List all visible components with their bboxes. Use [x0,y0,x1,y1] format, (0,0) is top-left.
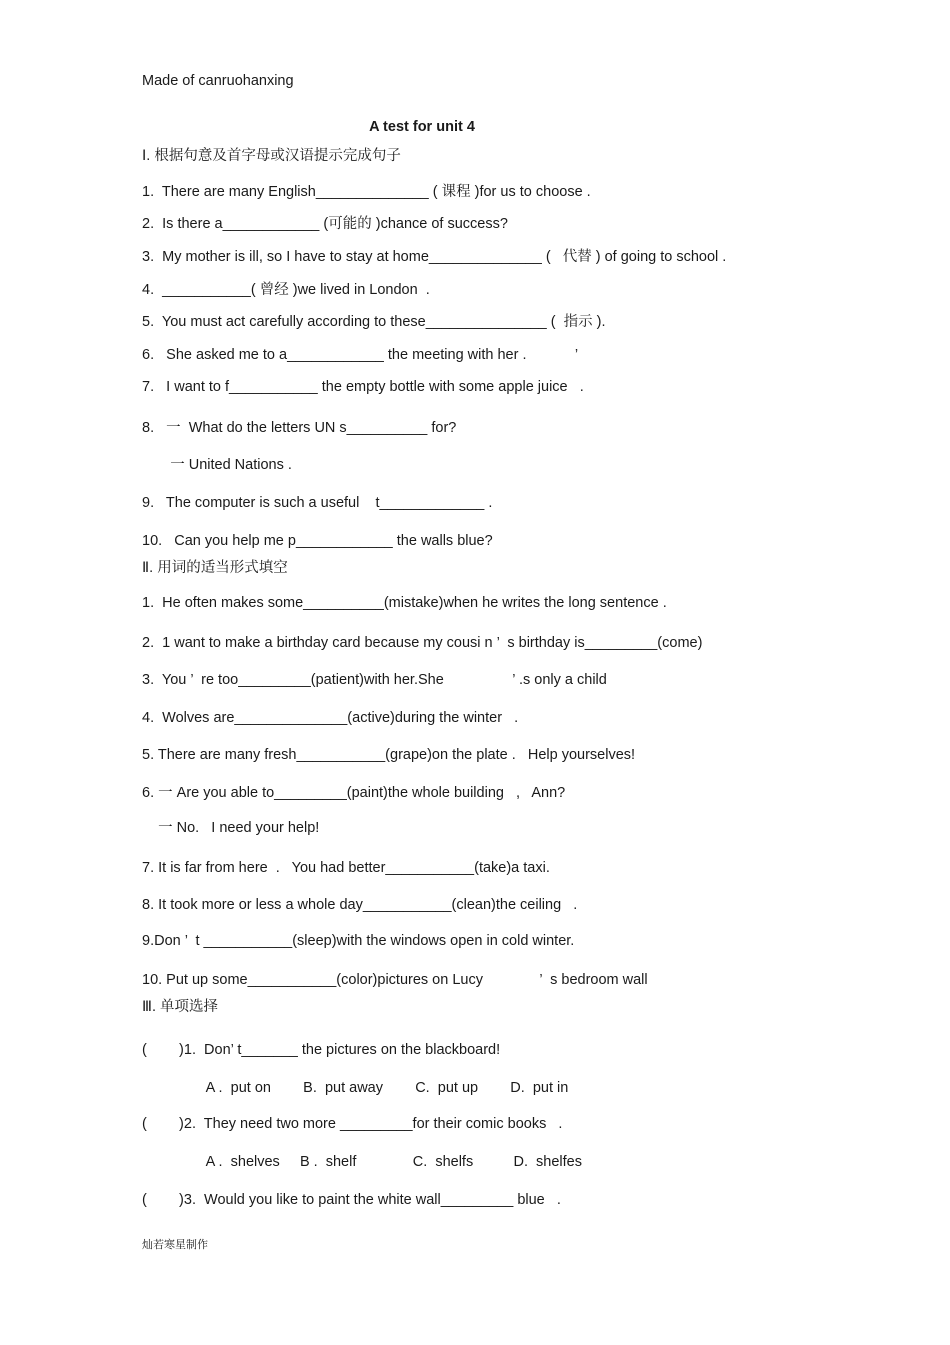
question-line: 一 No. I need your help! [142,820,320,836]
section-2-heading: Ⅱ. 用词的适当形式填空 [142,560,288,576]
question-line: 8. It took more or less a whole day___________(clean)the ceiling . [142,897,578,913]
question-line: 2. 1 want to make a birthday card because my cousi n ’ s birthday is_________(come) [142,635,703,651]
question-line: 10. Can you help me p____________ the walls blue? [142,533,493,549]
question-line: 7. I want to f___________ the empty bottle with some apple juice . [142,379,584,395]
question-line: 2. Is there a____________ (可能的 )chance of success? [142,216,508,232]
header-text: Made of canruohanxing [142,73,294,89]
options-line: A . shelves B . shelf C. shelfs D. shelfes [142,1154,582,1170]
question-line: ( )2. They need two more _________for their comic books . [142,1116,563,1132]
options-line: A . put on B. put away C. put up D. put in [142,1080,569,1096]
question-line: 5. You must act carefully according to these_______________ ( 指示 ). [142,314,606,330]
question-line: 4. Wolves are______________(active)during the winter . [142,710,519,726]
question-line: 10. Put up some___________(color)pictures on Lucy ’ s bedroom wall [142,972,648,988]
question-line: 9. The computer is such a useful t_____________ . [142,495,493,511]
question-line: 6. 一 Are you able to_________(paint)the whole building , Ann? [142,785,566,801]
question-line: ( )3. Would you like to paint the white wall_________ blue . [142,1192,561,1208]
question-line: 9.Don ’ t ___________(sleep)with the windows open in cold winter. [142,933,575,949]
question-line: ( )1. Don’ t_______ the pictures on the blackboard! [142,1042,501,1058]
page-title: A test for unit 4 [369,119,475,135]
question-line: 3. You ’ re too_________(patient)with her.She ’ .s only a child [142,672,607,688]
question-line: 3. My mother is ill, so I have to stay at home______________ ( 代替 ) of going to school . [142,249,727,265]
question-line: 一 United Nations . [142,457,292,473]
question-line: 4. ___________( 曾经 )we lived in London . [142,282,430,298]
question-line: 1. He often makes some__________(mistake)when he writes the long sentence . [142,595,667,611]
question-line: 5. There are many fresh___________(grape)on the plate . Help yourselves! [142,747,636,763]
question-line: 1. There are many English______________ ( 课程 )for us to choose . [142,184,591,200]
section-1-heading: Ⅰ. 根据句意及首字母或汉语提示完成句子 [142,148,401,164]
section-3-heading: Ⅲ. 单项选择 [142,999,219,1015]
question-line: 7. It is far from here . You had better___________(take)a taxi. [142,860,550,876]
footer-text: 灿若寒星制作 [142,1238,208,1251]
question-line: 6. She asked me to a____________ the meeting with her . ’ [142,347,579,363]
question-line: 8. 一 What do the letters UN s__________ for? [142,420,457,436]
